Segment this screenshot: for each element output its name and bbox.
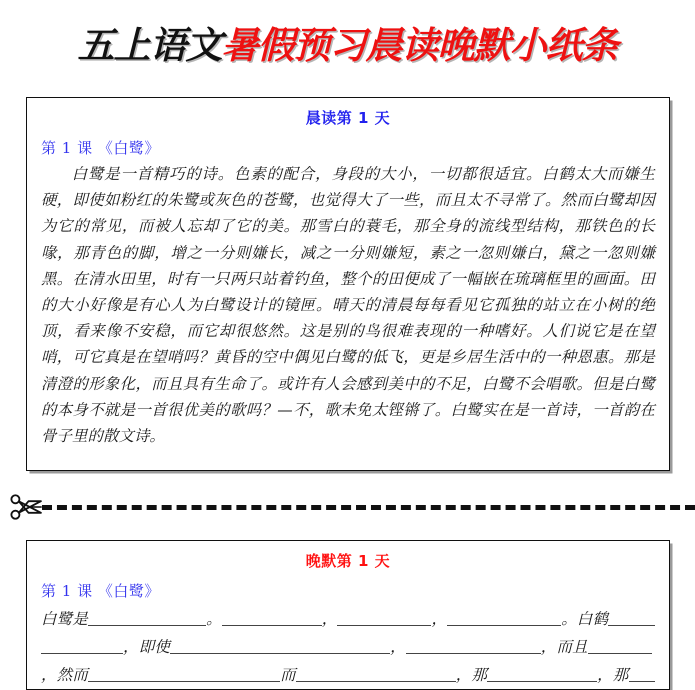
blank-line-text: ，而且 [540, 638, 588, 656]
blank-underline[interactable] [337, 610, 431, 626]
morning-passage-text: 白鹭是一首精巧的诗。色素的配合，身段的大小，一切都很适宜。白鹤太大而嫌生硬，即使如粉红的朱鹭或灰色的苍鹭，也觉得大了一些，而且太不寻常了。然而白鹭却因为它的常见，而被人忘却了它的美。那雪白的蓑毛，那全身的流线型结构，那铁色的长喙，那青色的脚，增之一分则嫌长，减之一分则嫌短，素之一忽则嫌白，黛之一忽则嫌黑。在清水田里，时有一只两只站着钓鱼，整个的田便成了一幅嵌在琉璃框里的画面。田的大小好像是有心人为白鹭设计的镜匣。晴天的清晨每每看见它孤独的站立在小树的绝顶，看来像不安稳，而它却很悠然。这是别的鸟很难表现的一种嗜好。人们说它是在望哨，可它真是在望哨吗？黄昏的空中偶见白鹭的低飞，更是乡居生活中的一种恩惠。那是清澄的形象化，而且具有生命了。或许有人会感到美中的不足，白鹭不会唱歌。但是白鹭的本身不就是一首很优美的歌吗？—不，歌未免太铿锵了。白鹭实在是一首诗，一首韵在骨子里的散文诗。 [41, 165, 655, 446]
evening-dictation-sheet [26, 540, 670, 690]
blank-underline[interactable] [629, 666, 655, 682]
blank-underline[interactable] [487, 666, 597, 682]
cut-dashed-line [42, 505, 695, 510]
blank-underline[interactable] [41, 638, 123, 654]
page-title [0, 0, 695, 67]
blank-line-text: 而 [280, 666, 296, 684]
blank-underline[interactable] [588, 638, 652, 654]
blank-line-row [41, 661, 655, 689]
page-title-black-part: 五上语文 [77, 23, 222, 67]
blank-underline[interactable] [88, 610, 206, 626]
blank-line-text: 白鹭是 [41, 610, 89, 628]
evening-sheet-heading: 晚默第 1 天 [305, 552, 391, 570]
blank-line-text: ， [431, 610, 448, 628]
blank-underline[interactable] [88, 666, 280, 682]
blank-line-text: 。 [206, 610, 222, 628]
blank-line-text: 。白鹤 [561, 610, 609, 628]
blank-line-text: ，即使 [123, 638, 171, 656]
blank-underline[interactable] [447, 610, 561, 626]
blank-line-row [41, 605, 655, 633]
blank-line-text: ，那 [597, 666, 629, 684]
evening-lesson-label: 第 1 课 《白鹭》 [41, 582, 160, 600]
morning-lesson-label: 第 1 课 《白鹭》 [41, 139, 160, 157]
blank-underline[interactable] [406, 638, 541, 654]
blank-line-text: ， [390, 638, 406, 656]
cut-line-row [0, 492, 695, 522]
blank-underline[interactable] [296, 666, 456, 682]
blank-underline[interactable] [608, 610, 655, 626]
blank-line-text: ，那 [455, 666, 488, 684]
blank-line-text: ，然而 [41, 666, 89, 684]
blank-line-text: ， [321, 610, 338, 628]
fill-in-blank-area[interactable] [41, 605, 655, 689]
blank-underline[interactable] [222, 610, 322, 626]
page-title-red-part: 暑假预习晨读晚默小纸条 [221, 23, 618, 67]
morning-sheet-heading: 晨读第 1 天 [305, 109, 391, 127]
blank-line-row [41, 633, 655, 661]
morning-reading-sheet [26, 97, 670, 471]
scissors-icon [10, 493, 44, 521]
blank-underline[interactable] [170, 638, 390, 654]
